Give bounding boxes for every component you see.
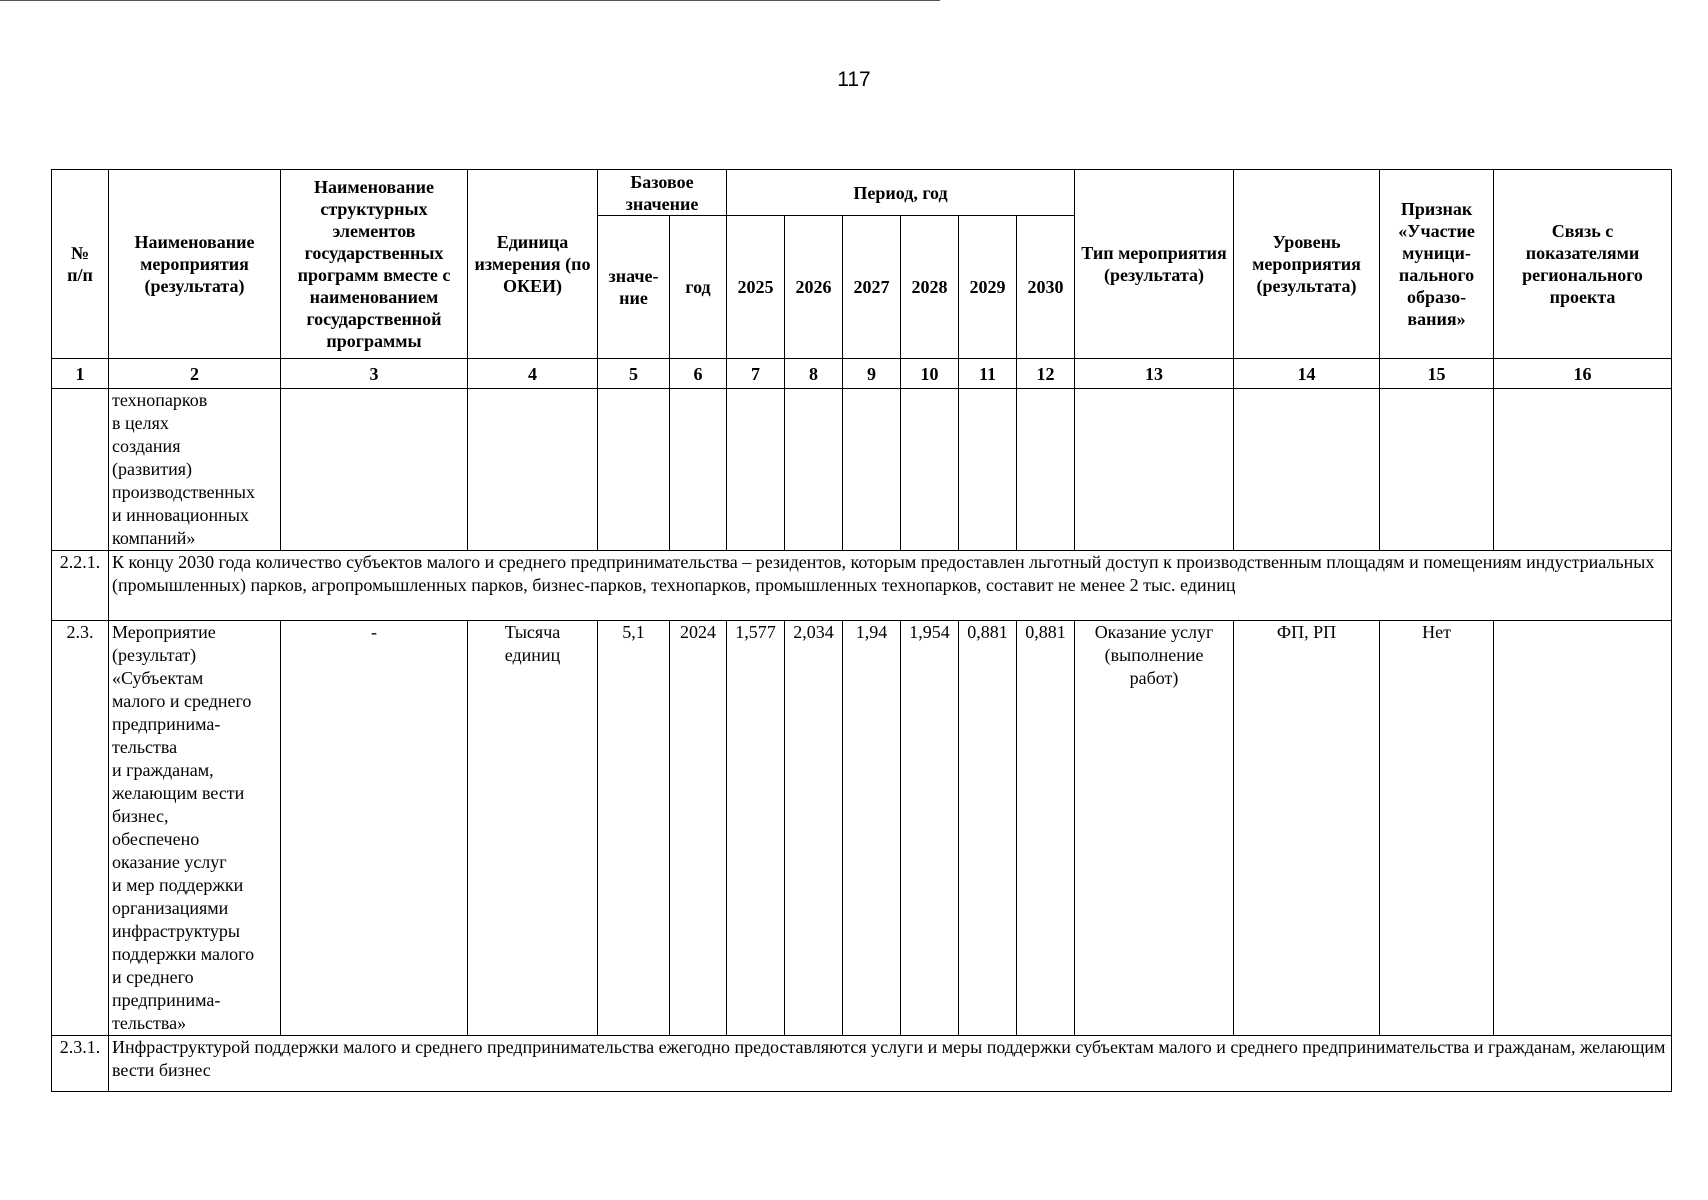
table-row-goal-2-2-1 [52, 551, 1672, 621]
col-number: 9 [843, 359, 901, 389]
cell-empty [959, 389, 1017, 551]
col-header-type: Тип мероприятия (результата) [1075, 170, 1234, 359]
col-number: 3 [281, 359, 468, 389]
cell-measure-level: ФП, РП [1234, 621, 1380, 1036]
cell-empty [1234, 389, 1380, 551]
col-number: 5 [598, 359, 670, 389]
cell-unit: Тысяча единиц [468, 621, 598, 1036]
col-number: 6 [670, 359, 727, 389]
cell-link-indicators [1494, 621, 1672, 1036]
cell-empty [785, 389, 843, 551]
measures-table [51, 169, 1672, 1092]
col-header-year-2026: 2026 [785, 216, 843, 359]
col-number: 2 [109, 359, 281, 389]
col-header-year-2030: 2030 [1017, 216, 1075, 359]
col-header-unit: Единица измерения (по ОКЕИ) [468, 170, 598, 359]
cell-base-value: 5,1 [598, 621, 670, 1036]
cell-empty [281, 389, 468, 551]
col-number: 10 [901, 359, 959, 389]
cell-row-number: 2.3.1. [52, 1036, 109, 1092]
col-header-link: Связь с показателями регионального проекта [1494, 170, 1672, 359]
cell-base-year: 2024 [670, 621, 727, 1036]
cell-empty [598, 389, 670, 551]
col-header-structural: Наименование структурных элементов государственных программ вместе с наименованием государственной программы [281, 170, 468, 359]
col-number: 1 [52, 359, 109, 389]
col-number: 11 [959, 359, 1017, 389]
col-header-year-2029: 2029 [959, 216, 1017, 359]
cell-goal-text: Инфраструктурой поддержки малого и среднего предпринимательства ежегодно предоставляются услуги и меры поддержки субъектам малого и среднего предпринимательства и гражданам, желающим вести бизнес [109, 1036, 1672, 1092]
cell-structural-element: - [281, 621, 468, 1036]
top-border-line [0, 0, 940, 1]
cell-value-2028: 1,954 [901, 621, 959, 1036]
table-row-continuation [52, 389, 1672, 551]
cell-measure-name: Мероприятие (результат) «Субъектам малого и среднего предпринима- тельства и гражданам, желающим вести бизнес, обеспечено оказание услуг и мер поддержки организациями инфраструктуры поддержки малого и среднего предпринима- тельства» [109, 621, 281, 1036]
cell-empty [843, 389, 901, 551]
cell-empty [52, 389, 109, 551]
cell-empty [901, 389, 959, 551]
cell-value-2026: 2,034 [785, 621, 843, 1036]
cell-value-2029: 0,881 [959, 621, 1017, 1036]
cell-municipal-flag: Нет [1380, 621, 1494, 1036]
cell-name-continued: технопарков в целях создания (развития) производственных и инновационных компаний» [109, 389, 281, 551]
cell-empty [1494, 389, 1672, 551]
col-number: 8 [785, 359, 843, 389]
col-header-municipal: Признак «Участие муници- пального образо- вания» [1380, 170, 1494, 359]
header-row-top [52, 170, 1672, 216]
cell-empty [727, 389, 785, 551]
col-header-year-2027: 2027 [843, 216, 901, 359]
table-row-goal-2-3-1 [52, 1036, 1672, 1092]
col-header-base: Базовое значение [598, 170, 727, 216]
col-header-level: Уровень мероприятия (результата) [1234, 170, 1380, 359]
table-row-2-3 [52, 621, 1672, 1036]
col-number: 12 [1017, 359, 1075, 389]
column-numbers-row [52, 359, 1672, 389]
col-header-year-2028: 2028 [901, 216, 959, 359]
cell-row-number: 2.2.1. [52, 551, 109, 621]
cell-empty [468, 389, 598, 551]
cell-empty [1075, 389, 1234, 551]
col-header-period: Период, год [727, 170, 1075, 216]
col-number: 14 [1234, 359, 1380, 389]
cell-value-2030: 0,881 [1017, 621, 1075, 1036]
col-header-base-value: значе- ние [598, 216, 670, 359]
col-number: 4 [468, 359, 598, 389]
cell-row-number: 2.3. [52, 621, 109, 1036]
col-number: 15 [1380, 359, 1494, 389]
col-number: 16 [1494, 359, 1672, 389]
cell-measure-type: Оказание услуг (выполнение работ) [1075, 621, 1234, 1036]
cell-goal-text: К концу 2030 года количество субъектов малого и среднего предпринимательства – резидентов, которым предоставлен льготный доступ к производственным площадям и помещениям индустриальных (промышленных) парков, агропромышленных парков, бизнес-парков, технопарков, промышленных технопарков, составит не менее 2 тыс. единиц [109, 551, 1672, 621]
col-number: 7 [727, 359, 785, 389]
col-header-name: Наименование мероприятия (результата) [109, 170, 281, 359]
col-header-base-year: год [670, 216, 727, 359]
cell-value-2025: 1,577 [727, 621, 785, 1036]
cell-value-2027: 1,94 [843, 621, 901, 1036]
col-header-num: № п/п [52, 170, 109, 359]
cell-empty [670, 389, 727, 551]
col-header-year-2025: 2025 [727, 216, 785, 359]
cell-empty [1017, 389, 1075, 551]
cell-empty [1380, 389, 1494, 551]
col-number: 13 [1075, 359, 1234, 389]
page-number: 117 [837, 68, 871, 91]
